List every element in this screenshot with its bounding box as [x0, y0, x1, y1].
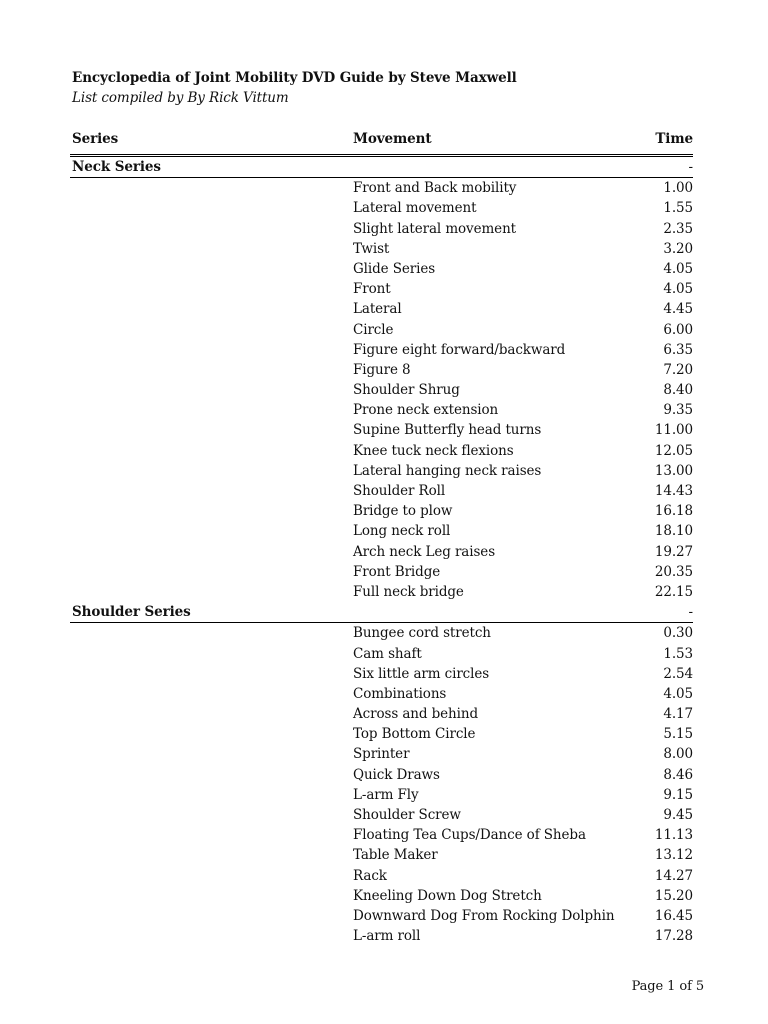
table-row — [70, 866, 693, 886]
table-row — [70, 420, 693, 440]
table-row — [70, 400, 693, 420]
movement-name: Front Bridge — [353, 563, 441, 580]
movement-name: Sprinter — [353, 746, 410, 763]
section-name: Neck Series — [72, 159, 161, 175]
movement-table — [70, 130, 693, 946]
table-row — [70, 259, 693, 279]
movement-name: Long neck roll — [353, 523, 451, 540]
table-row — [70, 664, 693, 684]
movement-name: Circle — [353, 321, 394, 338]
movement-time: 14.27 — [654, 867, 693, 884]
movement-time: 6.35 — [663, 341, 693, 358]
movement-name: Combinations — [353, 685, 447, 702]
movement-time: 4.05 — [663, 685, 693, 702]
movement-name: Table Maker — [353, 847, 438, 864]
movement-name: Figure eight forward/backward — [353, 341, 566, 358]
table-body — [70, 157, 693, 946]
table-row — [70, 744, 693, 764]
movement-time: 6.00 — [663, 321, 693, 338]
movement-name: Bungee cord stretch — [353, 625, 491, 642]
table-row — [70, 623, 693, 643]
table-row — [70, 340, 693, 360]
movement-name: Quick Draws — [353, 766, 440, 783]
movement-name: Lateral hanging neck raises — [353, 462, 542, 479]
movement-name: Top Bottom Circle — [353, 726, 476, 743]
table-row — [70, 562, 693, 582]
movement-name: Supine Butterfly head turns — [353, 422, 542, 439]
movement-name: Front and Back mobility — [353, 180, 517, 197]
movement-time: 12.05 — [654, 442, 693, 459]
document-subtitle: List compiled by By Rick Vittum — [72, 90, 289, 106]
document-title: Encyclopedia of Joint Mobility DVD Guide by Steve Maxwell — [72, 70, 517, 86]
movement-time: 1.55 — [663, 200, 693, 217]
movement-time: 9.45 — [663, 807, 693, 823]
table-row — [70, 198, 693, 218]
movement-time: 7.20 — [663, 361, 693, 378]
table-header-row — [70, 130, 693, 157]
table-row — [70, 765, 693, 785]
movement-time: 2.35 — [663, 220, 693, 237]
table-row — [70, 239, 693, 259]
movement-time: 4.05 — [663, 281, 693, 298]
movement-name: Cam shaft — [353, 645, 422, 662]
table-row — [70, 542, 693, 562]
table-row — [70, 380, 693, 400]
table-row — [70, 845, 693, 865]
section-name: Shoulder Series — [72, 604, 191, 621]
movement-time: 4.17 — [663, 706, 693, 723]
movement-name: Downward Dog From Rocking Dolphin — [353, 907, 615, 924]
movement-time: 14.43 — [654, 483, 693, 499]
movement-name: Six little arm circles — [353, 665, 490, 682]
movement-name: Lateral — [353, 301, 402, 318]
table-row — [70, 684, 693, 704]
movement-name: Shoulder Roll — [353, 483, 446, 499]
movement-name: Bridge to plow — [353, 503, 453, 520]
page-number: Page 1 of 5 — [631, 979, 704, 994]
movement-name: Shoulder Screw — [353, 807, 461, 823]
movement-time: 13.00 — [654, 462, 693, 479]
movement-name: Across and behind — [353, 706, 478, 723]
table-row — [70, 582, 693, 602]
table-row — [70, 906, 693, 926]
movement-time: 20.35 — [654, 563, 693, 580]
table-row — [70, 704, 693, 724]
section-time: - — [688, 159, 693, 175]
section-header-row — [70, 157, 693, 178]
section-time: - — [688, 604, 693, 621]
table-row — [70, 825, 693, 845]
table-row — [70, 785, 693, 805]
movement-time: 16.45 — [654, 907, 693, 924]
movement-time: 8.46 — [663, 766, 693, 783]
movement-time: 9.15 — [663, 786, 693, 803]
movement-time: 22.15 — [654, 583, 693, 600]
movement-name: L-arm Fly — [353, 786, 419, 803]
movement-name: Prone neck extension — [353, 402, 499, 419]
column-header-series: Series — [72, 131, 119, 147]
movement-time: 3.20 — [663, 240, 693, 257]
movement-name: L-arm roll — [353, 928, 421, 945]
section-header-row — [70, 602, 693, 623]
movement-name: Shoulder Shrug — [353, 382, 460, 399]
movement-time: 17.28 — [654, 928, 693, 945]
table-row — [70, 299, 693, 319]
table-row — [70, 501, 693, 521]
movement-name: Rack — [353, 867, 387, 884]
movement-name: Knee tuck neck flexions — [353, 442, 514, 459]
movement-name: Glide Series — [353, 260, 436, 277]
table-row — [70, 320, 693, 340]
table-row — [70, 644, 693, 664]
movement-time: 2.54 — [663, 665, 693, 682]
column-header-movement: Movement — [353, 131, 432, 147]
table-row — [70, 219, 693, 239]
movement-time: 1.00 — [663, 180, 693, 197]
movement-time: 16.18 — [654, 503, 693, 520]
movement-name: Front — [353, 281, 391, 298]
movement-time: 15.20 — [654, 887, 693, 904]
movement-name: Twist — [353, 240, 390, 257]
table-row — [70, 724, 693, 744]
table-row — [70, 481, 693, 501]
movement-name: Slight lateral movement — [353, 220, 516, 237]
movement-name: Arch neck Leg raises — [353, 543, 496, 560]
movement-time: 8.00 — [663, 746, 693, 763]
table-row — [70, 926, 693, 946]
movement-time: 1.53 — [663, 645, 693, 662]
movement-time: 0.30 — [663, 625, 693, 642]
movement-time: 18.10 — [654, 523, 693, 540]
table-row — [70, 461, 693, 481]
movement-name: Figure 8 — [353, 361, 411, 378]
movement-time: 9.35 — [663, 402, 693, 419]
movement-time: 4.05 — [663, 260, 693, 277]
table-row — [70, 805, 693, 825]
movement-name: Full neck bridge — [353, 583, 464, 600]
table-row — [70, 178, 693, 198]
column-header-time: Time — [655, 131, 693, 147]
table-row — [70, 360, 693, 380]
movement-name: Kneeling Down Dog Stretch — [353, 887, 542, 904]
table-row — [70, 279, 693, 299]
movement-time: 11.13 — [654, 827, 693, 844]
movement-time: 4.45 — [663, 301, 693, 318]
movement-time: 19.27 — [654, 543, 693, 560]
movement-time: 13.12 — [654, 847, 693, 864]
movement-time: 5.15 — [663, 726, 693, 743]
movement-name: Lateral movement — [353, 200, 477, 217]
table-row — [70, 886, 693, 906]
table-row — [70, 441, 693, 461]
movement-time: 11.00 — [654, 422, 693, 439]
movement-time: 8.40 — [663, 382, 693, 399]
movement-name: Floating Tea Cups/Dance of Sheba — [353, 827, 586, 844]
table-row — [70, 521, 693, 541]
